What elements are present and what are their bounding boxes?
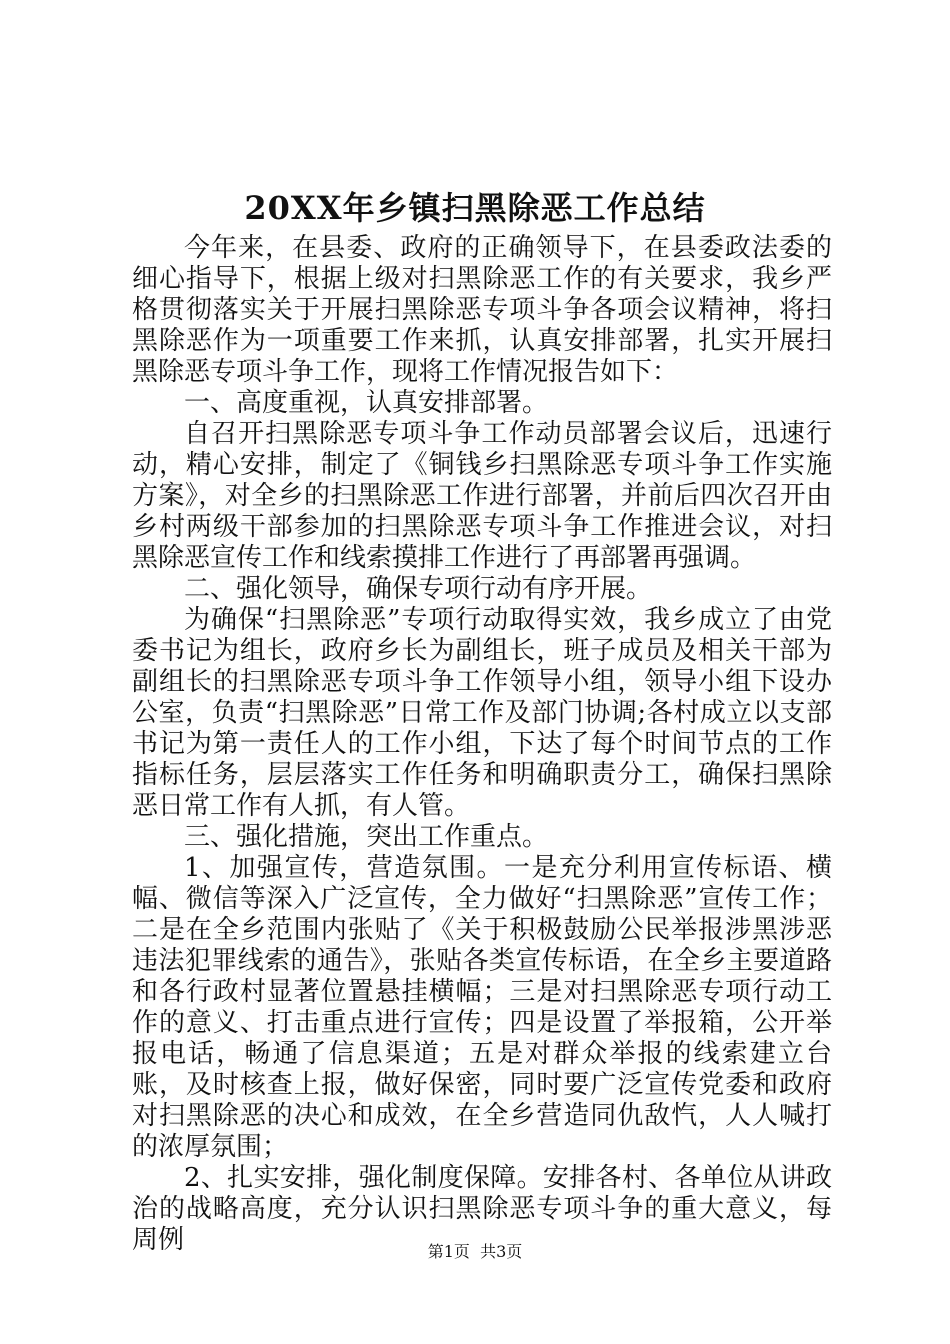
document-body bbox=[132, 233, 832, 1256]
paragraph-section-1: 自召开扫黑除恶专项斗争工作动员部署会议后，迅速行动，精心安排，制定了《铜钱乡扫黑除恶专项斗争工作实施方案》，对全乡的扫黑除恶工作进行部署，并前后四次召开由乡村两级干部参加的扫黑除恶专项斗争工作推进会议，对扫黑除恶宣传工作和线索摸排工作进行了再部署再强调。 bbox=[132, 419, 832, 573]
document-title: 20XX年乡镇扫黑除恶工作总结 bbox=[244, 189, 706, 227]
paragraph-section-2: 为确保“扫黑除恶”专项行动取得实效，我乡成立了由党委书记为组长，政府乡长为副组长，班子成员及相关干部为副组长的扫黑除恶专项斗争工作领导小组，领导小组下设办公室，负责“扫黑除恶”日常工作及部门协调;各村成立以支部书记为第一责任人的工作小组，下达了每个时间节点的工作指标任务，层层落实工作任务和明确职责分工，确保扫黑除恶日常工作有人抓，有人管。 bbox=[132, 605, 832, 821]
paragraph-item-1: 1、加强宣传，营造氛围。一是充分利用宣传标语、横幅、微信等深入广泛宣传，全力做好“扫黑除恶”宣传工作；二是在全乡范围内张贴了《关于积极鼓励公民举报涉黑涉恶违法犯罪线索的通告》，张贴各类宣传标语，在全乡主要道路和各行政村显著位置悬挂横幅；三是对扫黑除恶专项行动工作的意义、打击重点进行宣传；四是设置了举报箱，公开举报电话，畅通了信息渠道；五是对群众举报的线索建立台账，及时核查上报，做好保密，同时要广泛宣传党委和政府对扫黑除恶的决心和成效，在全乡营造同仇敌忾，人人喊打的浓厚氛围； bbox=[132, 853, 832, 1162]
page-footer bbox=[0, 1240, 950, 1264]
paragraph-intro: 今年来，在县委、政府的正确领导下，在县委政法委的细心指导下，根据上级对扫黑除恶工作的有关要求，我乡严格贯彻落实关于开展扫黑除恶专项斗争各项会议精神，将扫黑除恶作为一项重要工作来抓，认真安排部署，扎实开展扫黑除恶专项斗争工作，现将工作情况报告如下： bbox=[132, 233, 832, 387]
section-heading-2: 二、强化领导，确保专项行动有序开展。 bbox=[184, 574, 653, 604]
paragraph-item-2: 2、扎实安排，强化制度保障。安排各村、各单位从讲政治的战略高度，充分认识扫黑除恶专项斗争的重大意义，每周例 bbox=[132, 1163, 832, 1255]
page-total: 共3页 bbox=[480, 1242, 523, 1261]
section-heading-1: 一、高度重视，认真安排部署。 bbox=[184, 388, 549, 418]
section-heading-3: 三、强化措施，突出工作重点。 bbox=[184, 822, 549, 852]
page-number: 第1页 bbox=[427, 1242, 470, 1261]
